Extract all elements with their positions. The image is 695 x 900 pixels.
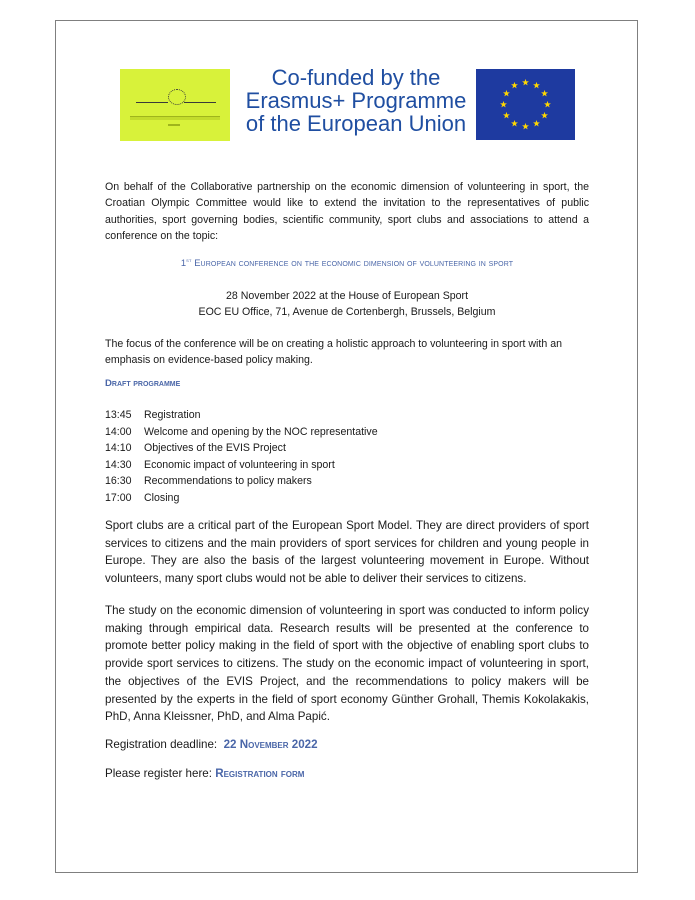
programme-label: Objectives of the EVIS Project (144, 442, 286, 454)
focus-paragraph: The focus of the conference will be on creating a holistic approach to volunteering in sport with an emphasis on evidence-based policy making. (105, 338, 562, 366)
programme-list (105, 409, 589, 508)
deadline-value: 22 November 2022 (223, 738, 318, 751)
partner-logo (120, 69, 230, 141)
programme-time: 14:00 (105, 425, 132, 438)
programme-item (105, 442, 589, 459)
conference-title-text: European conference on the economic dimension of volunteering in sport (194, 257, 514, 268)
eu-flag-svg (476, 69, 575, 140)
programme-time: 14:30 (105, 458, 132, 471)
conference-ordinal: st (186, 257, 192, 264)
programme-label: Closing (144, 491, 180, 504)
conference-date-location (105, 289, 589, 320)
programme-item (105, 492, 589, 509)
programme-label: Welcome and opening by the NOC representative (144, 425, 378, 438)
programme-label: Economic impact of volunteering in sport (144, 458, 335, 471)
programme-time: 16:30 (105, 475, 132, 487)
deadline-label: Registration deadline: (105, 738, 218, 751)
registration-form-link[interactable]: Registration form (215, 767, 305, 780)
cofunded-text (240, 66, 472, 135)
logo-caption-mark-2 (168, 124, 180, 126)
logo-line-left (136, 102, 168, 103)
registration-link-line (105, 767, 589, 780)
conference-date: 28 November 2022 at the House of European Sport (225, 290, 469, 302)
conference-address: EOC EU Office, 71, Avenue de Cortenbergh, Brussels, Belgium (198, 305, 496, 318)
eu-flag-icon (476, 69, 575, 140)
programme-label: Registration (144, 409, 201, 421)
programme-item (105, 409, 589, 426)
registration-deadline (105, 738, 589, 751)
programme-heading: Draft programme (105, 378, 181, 389)
programme-time: 13:45 (105, 409, 132, 421)
programme-item (105, 459, 589, 476)
programme-item (105, 475, 589, 492)
cofund-line-3: of the European Union (245, 111, 467, 136)
programme-label: Recommendations to policy makers (144, 475, 312, 487)
intro-paragraph: On behalf of the Collaborative partnership on the economic dimension of volunteering in sport, the Croatian Olympic Committee would like to extend the invitation to the representatives of public authorities, sport governing bodies, scientific community, sport clubs and associations to attend a conference on the topic: (105, 181, 589, 242)
cofund-line-1: Co-funded by the (271, 65, 441, 90)
programme-item (105, 426, 589, 443)
register-label: Please register here: (105, 767, 212, 780)
study-paragraph: The study on the economic dimension of volunteering in sport was conducted to inform policy making through empirical data. Research results will be presented at the conference to promote better policy making in the field of sport with the objective of enabling sport clubs to provide sport services to citizens. The study on the economic impact of volunteering in sport, the objectives of the EVIS Project, and the recommendations to policy makers will be presented by the experts in the field of sport economy Günther Grohall, Themis Kokolakakis, PhD, Anna Kleissner, PhD, and Alma Papić. (105, 604, 589, 724)
logo-line-right (184, 102, 216, 103)
logo-caption-mark (130, 116, 220, 120)
programme-time: 17:00 (105, 491, 132, 504)
clubs-paragraph: Sport clubs are a critical part of the European Sport Model. They are direct providers of sport services to citizens and the main providers of sport services for children and young people in Europe. They are also the basis of the largest volunteering movement in Europe. Without volunteers, many sport clubs would not be able to deliver their services to citizens. (105, 519, 589, 586)
conference-title (105, 257, 589, 268)
cofund-line-2: Erasmus+ Programme (245, 88, 467, 113)
conference-number: 1 (180, 257, 187, 268)
programme-time: 14:10 (105, 442, 132, 454)
